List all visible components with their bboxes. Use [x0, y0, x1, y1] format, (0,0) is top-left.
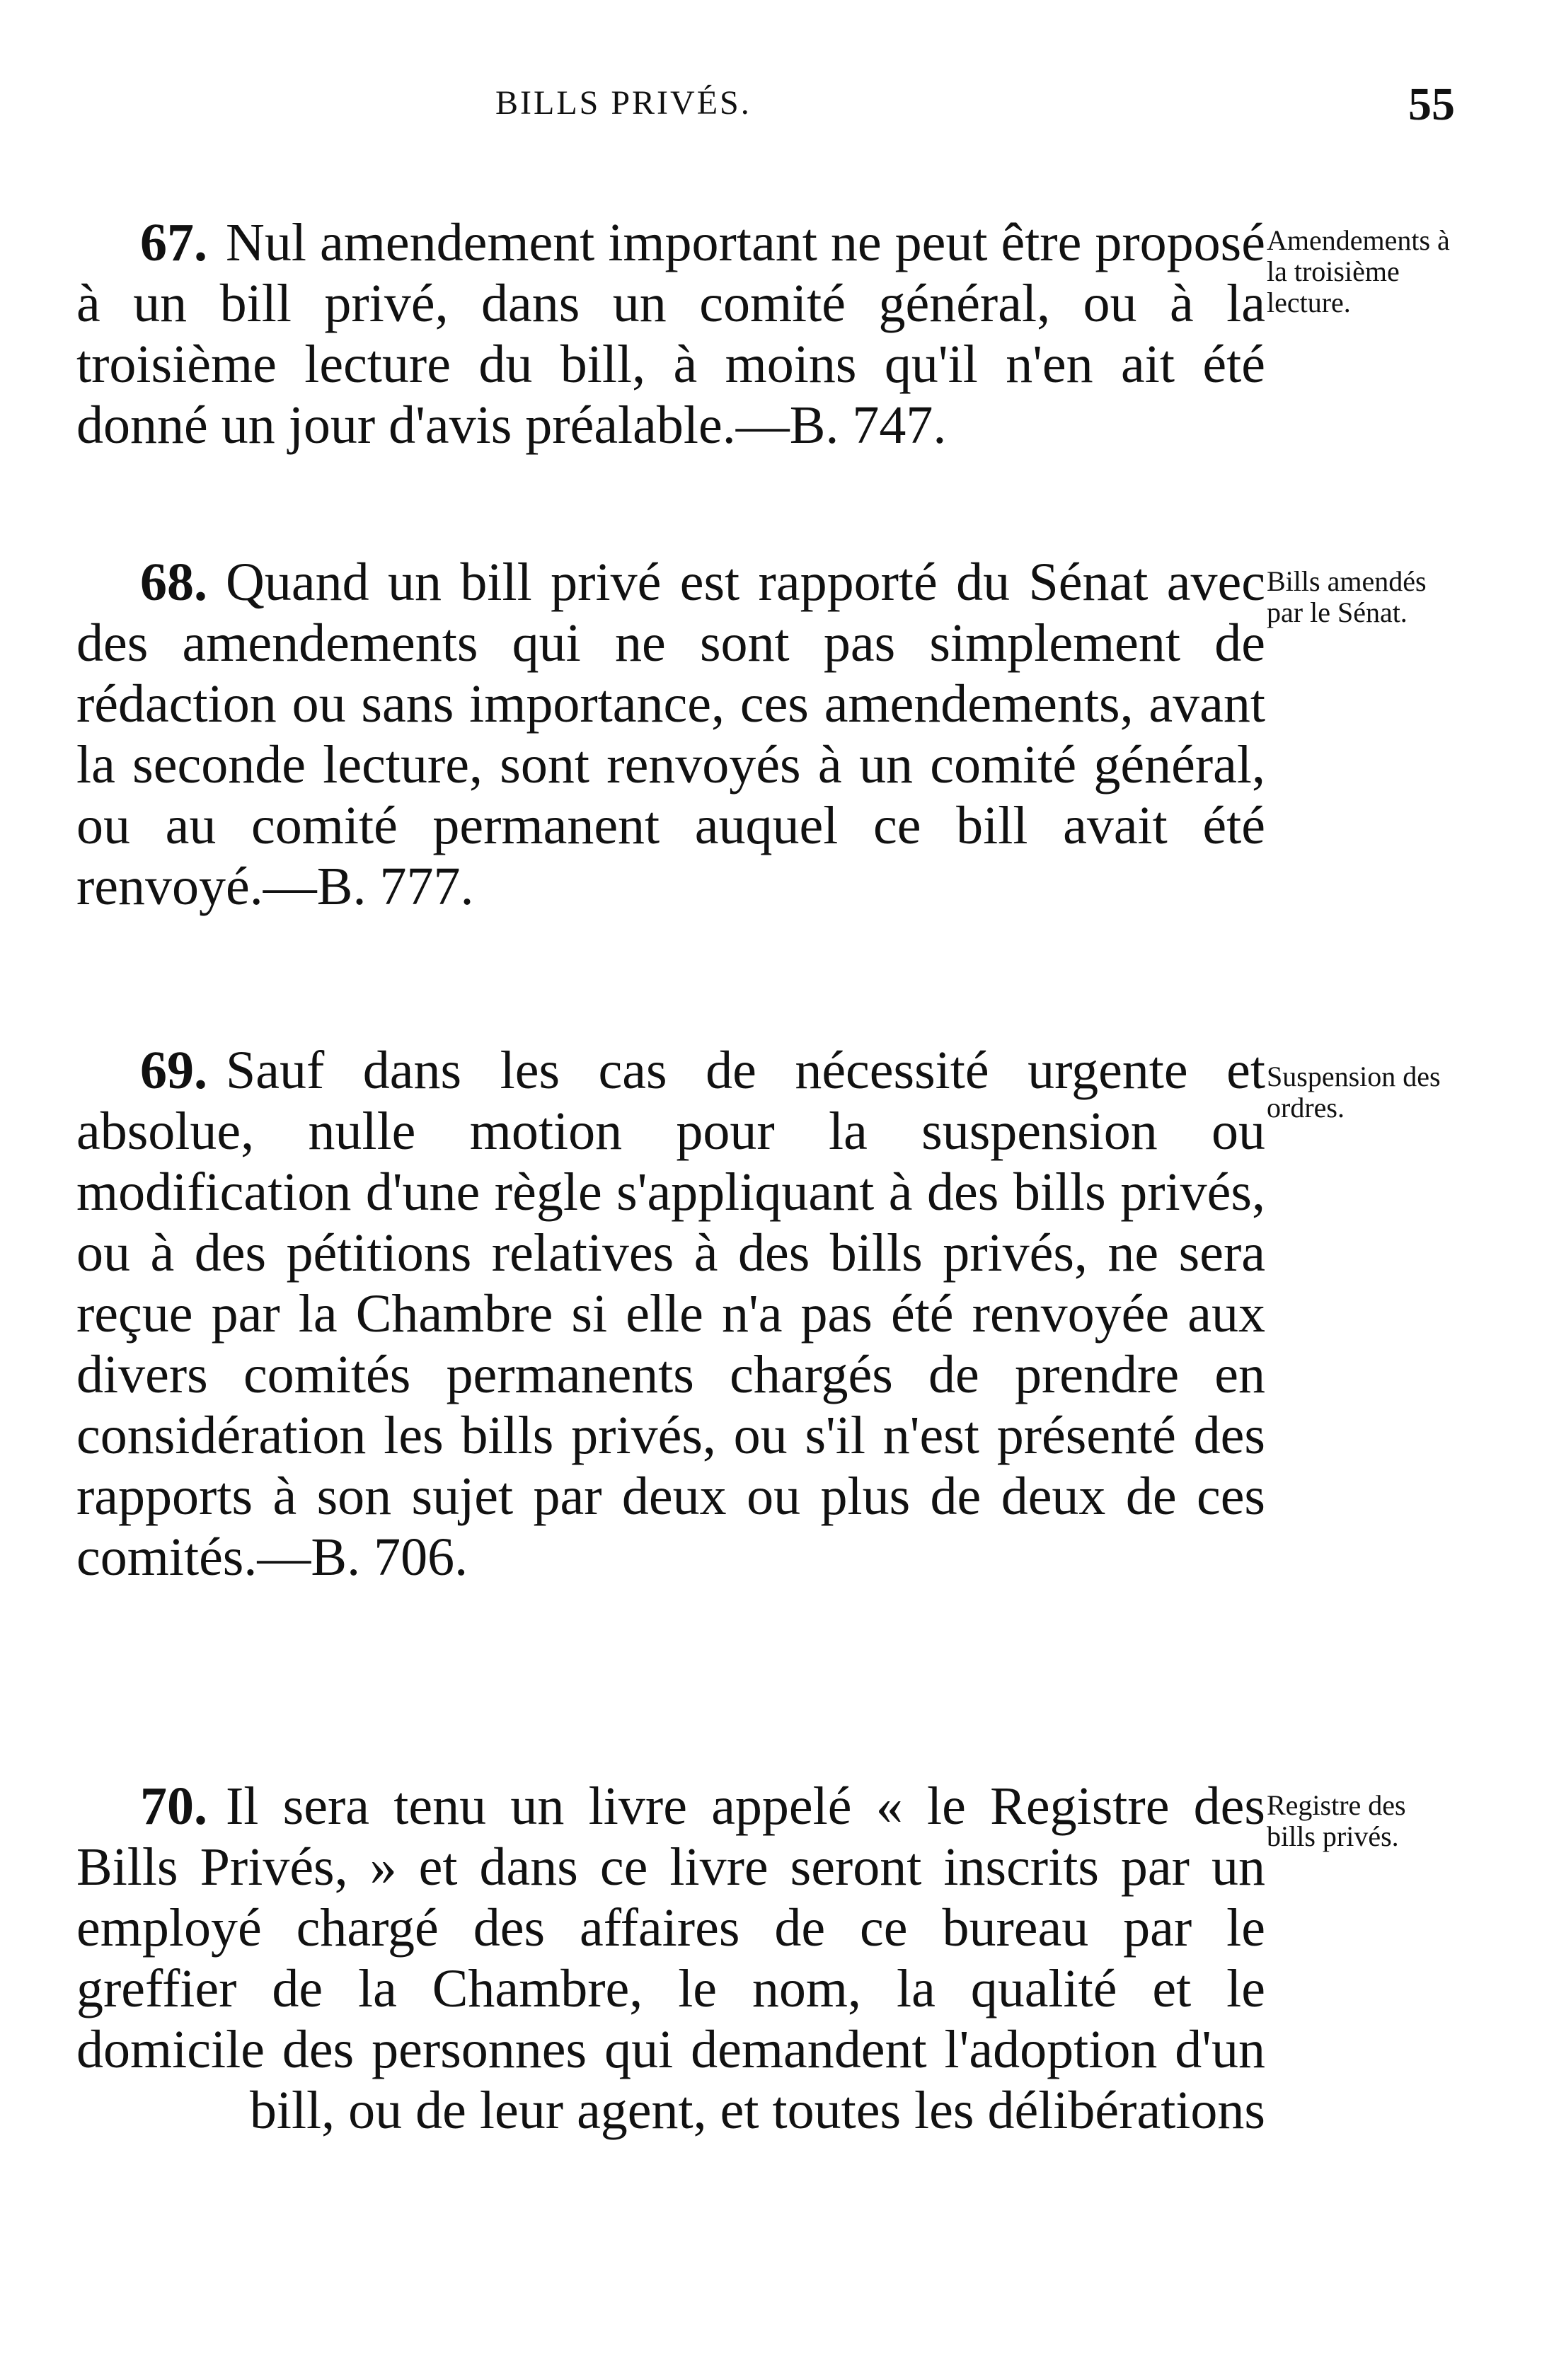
article-68 — [76, 552, 1265, 917]
article-number: 69. — [140, 1041, 207, 1100]
article-number: 68. — [140, 553, 207, 612]
article-text: Il sera tenu un livre appelé « le Registre des Bills Privés, » et dans ce livre seront inscrits par un employé chargé des affaires de ce bureau par le greffier de la Chambre, le nom, la qualité et le domicile des personnes qui demandent l'adoption d'un bill, ou de leur agent, et toutes les délibérations — [76, 1777, 1265, 2140]
article-text: Sauf dans les cas de nécessité urgente et absolue, nulle motion pour la suspension ou modification d'une règle s'appliquant à des bills privés, ou à des pétitions relatives à des bills privés, ne sera reçue par la Chambre si elle n'a pas été renvoyée aux divers comités permanents chargés de prendre en considération les bills privés, ou s'il n'est présenté des rapports à son sujet par deux ou plus de deux de ces comités.—B. 706. — [76, 1041, 1265, 1587]
article-70 — [76, 1776, 1265, 2141]
article-number: 70. — [140, 1777, 207, 1836]
article-text: Nul amendement important ne peut être proposé à un bill privé, dans un comité général, ou à la troisième lecture du bill, à moins qu'il n'en ait été donné un jour d'avis préalable.—B. 747. — [76, 213, 1265, 455]
page-header — [0, 78, 1554, 134]
running-title: BILLS PRIVÉS. — [495, 84, 752, 122]
article-67 — [76, 212, 1265, 456]
margin-note-69: Suspension des ordres. — [1267, 1061, 1441, 1123]
article-text: Quand un bill privé est rapporté du Sénat avec des amendements qui ne sont pas simplement de rédaction ou sans importance, ces amendements, avant la seconde lecture, sont renvoyés à un comité général, ou au comité permanent auquel ce bill avait été renvoyé.—B. 777. — [76, 553, 1265, 916]
page-number: 55 — [1408, 79, 1455, 130]
article-number: 67. — [140, 213, 207, 272]
margin-note-70: Registre des bills privés. — [1267, 1789, 1406, 1852]
margin-note-67: Amendements à la troisième lecture. — [1267, 224, 1450, 318]
article-69 — [76, 1040, 1265, 1588]
margin-note-68: Bills amendés par le Sénat. — [1267, 565, 1427, 628]
